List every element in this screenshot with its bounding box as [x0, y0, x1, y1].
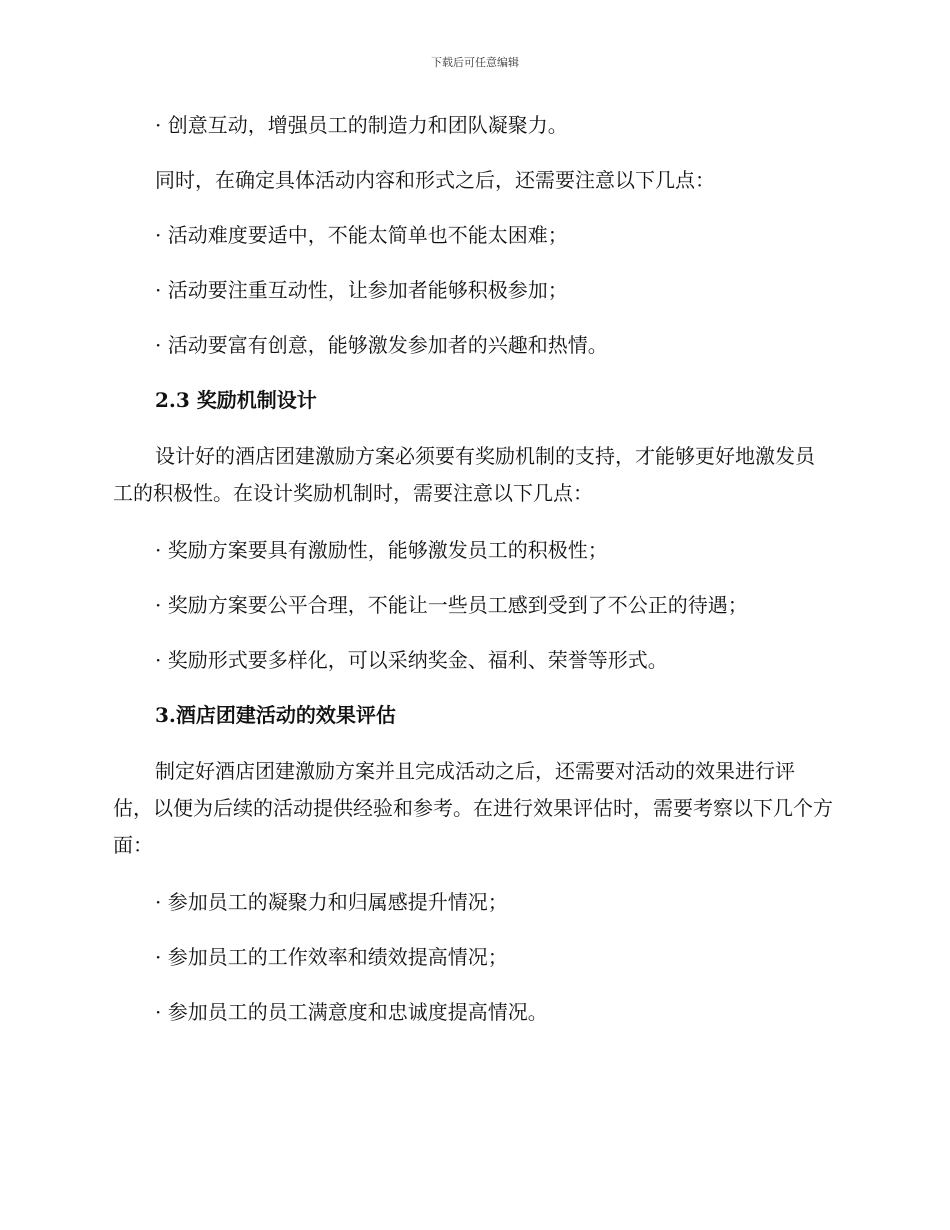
paragraph: 设计好的酒店团建激励方案必须要有奖励机制的支持，才能够更好地激发员工的积极性。在设计奖励机制时，需要注意以下几点： — [113, 444, 815, 505]
bullet-item: · 参加员工的凝聚力和归属感提升情况； — [155, 890, 508, 914]
bullet-item: · 活动要富有创意，能够激发参加者的兴趣和热情。 — [155, 333, 608, 357]
paragraph: 制定好酒店团建激励方案并且完成活动之后，还需要对活动的效果进行评估，以便为后续的活动提供经验和参考。在进行效果评估时，需要考察以下几个方面： — [113, 759, 833, 857]
bullet-item: · 参加员工的员工满意度和忠诚度提高情况。 — [155, 1000, 548, 1024]
paragraph: 同时，在确定具体活动内容和形式之后，还需要注意以下几点： — [155, 168, 715, 192]
document-body — [113, 108, 833, 1050]
bullet-item: · 活动要注重互动性，让参加者能够积极参加； — [155, 278, 568, 302]
bullet-item: · 创意互动，增强员工的制造力和团队凝聚力。 — [155, 113, 568, 137]
bullet-item: · 奖励方案要公平合理，不能让一些员工感到受到了不公正的待遇； — [155, 593, 748, 617]
bullet-item: · 活动难度要适中，不能太简单也不能太困难； — [155, 223, 568, 247]
bullet-item: · 奖励方案要具有激励性，能够激发员工的积极性； — [155, 538, 608, 562]
bullet-item: · 奖励形式要多样化，可以采纳奖金、福利、荣誉等形式。 — [155, 648, 668, 672]
page-header-note: 下载后可任意编辑 — [431, 56, 519, 69]
section-heading: 3.酒店团建活动的效果评估 — [155, 703, 396, 727]
bullet-item: · 参加员工的工作效率和绩效提高情况； — [155, 945, 508, 969]
section-heading: 2.3 奖励机制设计 — [155, 388, 317, 412]
